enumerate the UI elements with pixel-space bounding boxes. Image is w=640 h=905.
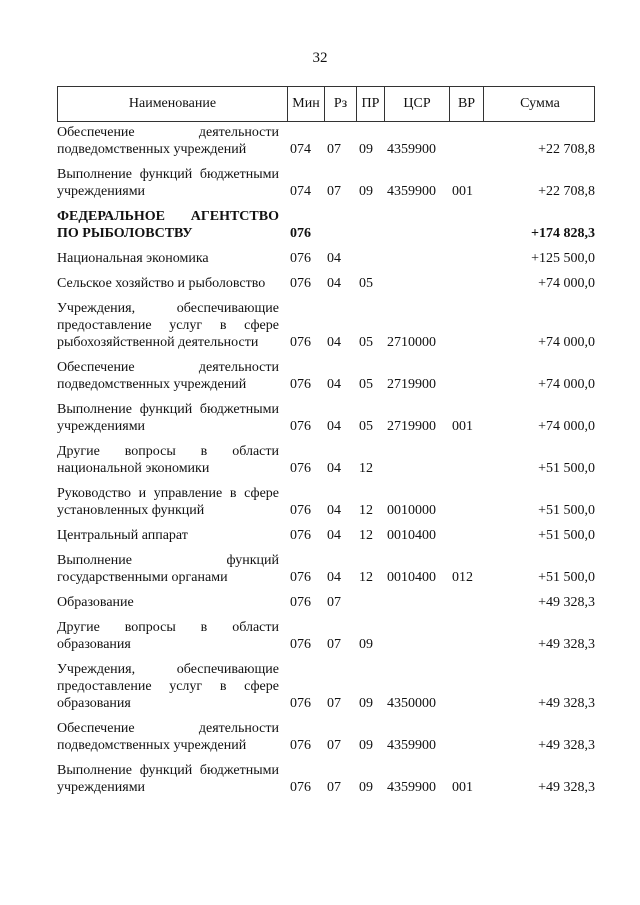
row-sum: +49 328,3 (538, 696, 595, 711)
row-name: Учреждения, обеспечивающие предоставление услуг в сфере образования (57, 662, 279, 711)
row-rz: 04 (327, 503, 341, 518)
row-csr: 0010400 (387, 570, 436, 585)
row-min: 076 (290, 377, 311, 392)
row-pr: 09 (359, 184, 373, 199)
table-row (57, 300, 595, 351)
row-pr: 09 (359, 780, 373, 795)
row-name: Обеспечение деятельности подведомственных учреждений (57, 721, 279, 753)
row-csr: 0010400 (387, 528, 436, 543)
row-pr: 12 (359, 528, 373, 543)
row-pr: 09 (359, 738, 373, 753)
row-vr: 001 (452, 184, 473, 199)
row-pr: 09 (359, 637, 373, 652)
row-pr: 09 (359, 696, 373, 711)
table-row (57, 762, 595, 796)
row-name: Другие вопросы в области национальной экономики (57, 444, 279, 476)
row-csr: 2719900 (387, 419, 436, 434)
row-name: Сельское хозяйство и рыболовство (57, 276, 266, 291)
row-name: Выполнение функций государственными органами (57, 553, 279, 585)
row-rz: 04 (327, 570, 341, 585)
row-pr: 12 (359, 461, 373, 476)
table-row (57, 401, 595, 435)
row-sum: +51 500,0 (538, 461, 595, 476)
row-pr: 09 (359, 142, 373, 157)
row-name: Руководство и управление в сфере установленных функций (57, 486, 279, 518)
row-sum: +51 500,0 (538, 570, 595, 585)
row-sum: +74 000,0 (538, 419, 595, 434)
row-pr: 05 (359, 419, 373, 434)
row-name: Другие вопросы в области образования (57, 620, 279, 652)
header-rz: Рз (324, 87, 356, 121)
header-csr: ЦСР (384, 87, 449, 121)
row-min: 076 (290, 637, 311, 652)
table-row (57, 594, 595, 611)
row-rz: 04 (327, 251, 341, 266)
row-csr: 4359900 (387, 184, 436, 199)
row-sum: +174 828,3 (531, 226, 595, 241)
row-min: 076 (290, 696, 311, 711)
row-name: ФЕДЕРАЛЬНОЕ АГЕНТСТВО ПО РЫБОЛОВСТВУ (57, 209, 279, 241)
row-min: 076 (290, 251, 311, 266)
row-csr: 4359900 (387, 780, 436, 795)
row-sum: +74 000,0 (538, 335, 595, 350)
row-name: Обеспечение деятельности подведомственных учреждений (57, 360, 279, 392)
table-row (57, 124, 595, 158)
row-vr: 001 (452, 780, 473, 795)
table-row (57, 443, 595, 477)
table-row (57, 619, 595, 653)
row-pr: 05 (359, 335, 373, 350)
header-sum: Сумма (483, 87, 596, 121)
row-min: 076 (290, 226, 311, 241)
row-sum: +125 500,0 (531, 251, 595, 266)
table-row (57, 359, 595, 393)
row-rz: 04 (327, 377, 341, 392)
row-rz: 04 (327, 335, 341, 350)
row-sum: +49 328,3 (538, 595, 595, 610)
row-csr: 4359900 (387, 142, 436, 157)
row-rz: 04 (327, 276, 341, 291)
row-rz: 07 (327, 142, 341, 157)
row-vr: 001 (452, 419, 473, 434)
row-sum: +49 328,3 (538, 637, 595, 652)
row-min: 076 (290, 528, 311, 543)
table-row (57, 661, 595, 712)
row-csr: 0010000 (387, 503, 436, 518)
table-row (57, 166, 595, 200)
row-rz: 07 (327, 696, 341, 711)
row-name: Обеспечение деятельности подведомственных учреждений (57, 125, 279, 157)
table-row (57, 208, 595, 242)
header-vr: ВР (449, 87, 483, 121)
table-row (57, 275, 595, 292)
row-csr: 2710000 (387, 335, 436, 350)
row-min: 076 (290, 335, 311, 350)
row-name: Образование (57, 595, 134, 610)
row-sum: +51 500,0 (538, 528, 595, 543)
row-min: 076 (290, 276, 311, 291)
row-vr: 012 (452, 570, 473, 585)
row-name: Выполнение функций бюджетными учреждениями (57, 763, 279, 795)
row-csr: 4350000 (387, 696, 436, 711)
row-pr: 05 (359, 377, 373, 392)
table-row (57, 552, 595, 586)
row-name: Выполнение функций бюджетными учреждениями (57, 402, 279, 434)
row-min: 076 (290, 461, 311, 476)
row-csr: 4359900 (387, 738, 436, 753)
row-sum: +51 500,0 (538, 503, 595, 518)
row-name: Национальная экономика (57, 251, 209, 266)
row-csr: 2719900 (387, 377, 436, 392)
row-rz: 07 (327, 595, 341, 610)
table-body (57, 124, 595, 804)
row-sum: +49 328,3 (538, 738, 595, 753)
row-rz: 04 (327, 419, 341, 434)
row-min: 076 (290, 780, 311, 795)
row-rz: 07 (327, 738, 341, 753)
row-min: 076 (290, 570, 311, 585)
row-sum: +22 708,8 (538, 184, 595, 199)
row-pr: 12 (359, 503, 373, 518)
table-row (57, 250, 595, 267)
row-sum: +74 000,0 (538, 276, 595, 291)
row-min: 076 (290, 503, 311, 518)
header-min: Мин (287, 87, 324, 121)
table-row (57, 485, 595, 519)
row-min: 076 (290, 738, 311, 753)
row-name: Центральный аппарат (57, 528, 188, 543)
table-row (57, 720, 595, 754)
row-rz: 07 (327, 637, 341, 652)
row-rz: 04 (327, 461, 341, 476)
header-pr: ПР (356, 87, 384, 121)
row-rz: 04 (327, 528, 341, 543)
table-row (57, 527, 595, 544)
row-sum: +22 708,8 (538, 142, 595, 157)
row-pr: 05 (359, 276, 373, 291)
header-name: Наименование (128, 96, 217, 111)
row-min: 074 (290, 142, 311, 157)
row-name: Учреждения, обеспечивающие предоставление услуг в сфере рыбохозяйственной деятельности (57, 301, 279, 350)
page-number: 32 (312, 50, 328, 66)
row-sum: +49 328,3 (538, 780, 595, 795)
row-rz: 07 (327, 184, 341, 199)
row-min: 074 (290, 184, 311, 199)
table-header (57, 86, 595, 122)
row-rz: 07 (327, 780, 341, 795)
row-name: Выполнение функций бюджетными учреждениями (57, 167, 279, 199)
row-min: 076 (290, 595, 311, 610)
row-pr: 12 (359, 570, 373, 585)
row-sum: +74 000,0 (538, 377, 595, 392)
row-min: 076 (290, 419, 311, 434)
